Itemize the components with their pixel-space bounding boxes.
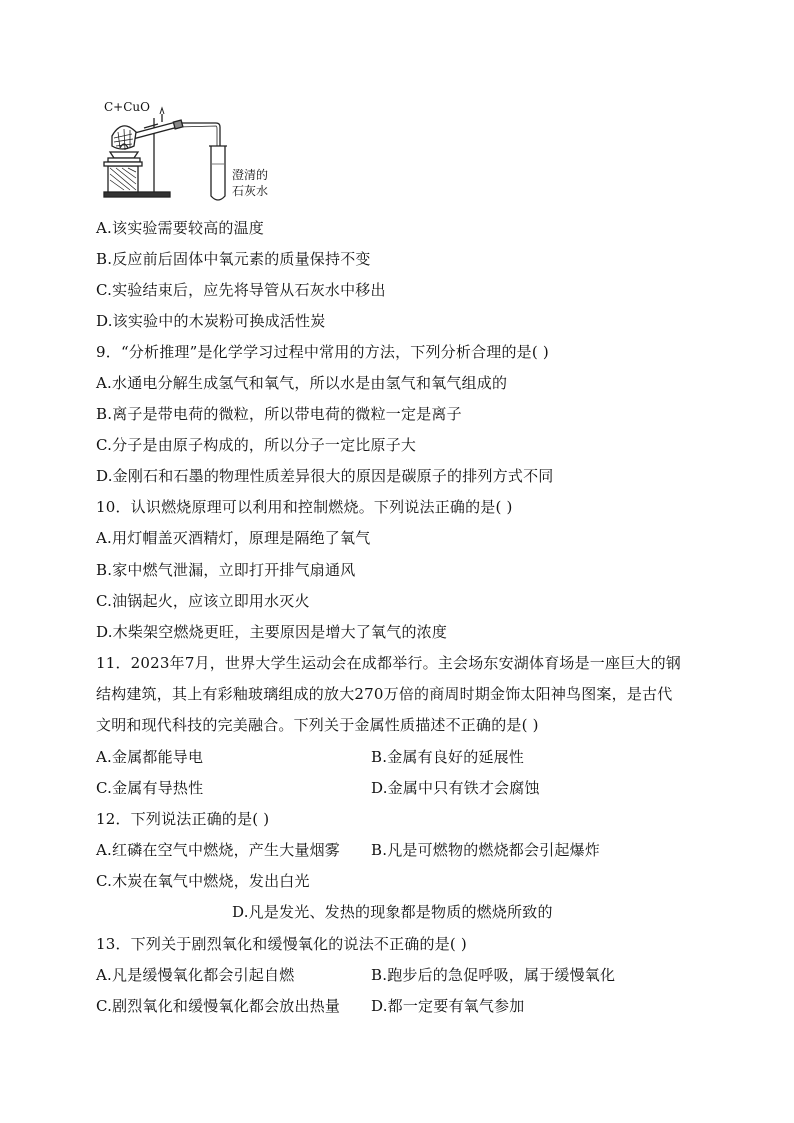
q13-option-c: C.剧烈氧化和缓慢氧化都会放出热量 bbox=[96, 997, 341, 1015]
q9-option-b: B.离子是带电荷的微粒，所以带电荷的微粒一定是离子 bbox=[96, 405, 462, 423]
q11-option-a: A.金属都能导电 bbox=[96, 748, 204, 766]
q8-option-c: C.实验结束后，应先将导管从石灰水中移出 bbox=[96, 281, 386, 299]
q12-option-c: C.木炭在氧气中燃烧，发出白光 bbox=[96, 872, 310, 890]
q11-option-b: B.金属有良好的延展性 bbox=[371, 748, 524, 766]
solution-label-line1: 澄清的 bbox=[232, 168, 269, 182]
q11-option-d: D.金属中只有铁才会腐蚀 bbox=[371, 779, 540, 797]
q9-option-c: C.分子是由原子构成的，所以分子一定比原子大 bbox=[96, 436, 417, 454]
q11-stem-line3: 文明和现代科技的完美融合。下列关于金属性质描述不正确的是( ) bbox=[96, 716, 539, 734]
q13-option-d: D.都一定要有氧气参加 bbox=[371, 997, 525, 1015]
solution-label-line2: 石灰水 bbox=[232, 184, 269, 198]
q8-option-b: B.反应前后固体中氧元素的质量保持不变 bbox=[96, 250, 371, 268]
q13-option-a: A.凡是缓慢氧化都会引起自燃 bbox=[96, 966, 295, 984]
q8-option-a: A.该实验需要较高的温度 bbox=[96, 219, 265, 237]
q12-option-d: D.凡是发光、发热的现象都是物质的燃烧所致的 bbox=[232, 903, 553, 921]
reactant-label: C+CuO bbox=[104, 100, 150, 114]
q12-stem: 12．下列说法正确的是( ) bbox=[96, 810, 270, 828]
q11-option-c: C.金属有导热性 bbox=[96, 779, 204, 797]
experiment-figure bbox=[98, 96, 269, 206]
q12-option-b: B.凡是可燃物的燃烧都会引起爆炸 bbox=[371, 841, 600, 859]
q13-option-b: B.跑步后的急促呼吸，属于缓慢氧化 bbox=[371, 966, 616, 984]
q10-option-b: B.家中燃气泄漏，立即打开排气扇通风 bbox=[96, 561, 356, 579]
q9-stem: 9．“分析推理”是化学学习过程中常用的方法，下列分析合理的是( ) bbox=[96, 343, 549, 361]
q10-stem: 10．认识燃烧原理可以利用和控制燃烧。下列说法正确的是( ) bbox=[96, 498, 513, 516]
q8-option-d: D.该实验中的木炭粉可换成活性炭 bbox=[96, 312, 326, 330]
q9-option-a: A.水通电分解生成氢气和氧气，所以水是由氢气和氧气组成的 bbox=[96, 374, 508, 392]
q11-stem-line2: 结构建筑，其上有彩釉玻璃组成的放大270万倍的商周时期金饰太阳神鸟图案，是古代 bbox=[96, 685, 673, 703]
q10-option-a: A.用灯帽盖灭酒精灯，原理是隔绝了氧气 bbox=[96, 529, 371, 547]
q11-stem-line1: 11．2023年7月，世界大学生运动会在成都举行。主会场东安湖体育场是一座巨大的钢 bbox=[96, 654, 682, 672]
q10-option-d: D.木柴架空燃烧更旺，主要原因是增大了氧气的浓度 bbox=[96, 623, 448, 641]
q12-option-a: A.红磷在空气中燃烧，产生大量烟雾 bbox=[96, 841, 341, 859]
q13-stem: 13．下列关于剧烈氧化和缓慢氧化的说法不正确的是( ) bbox=[96, 935, 467, 953]
q9-option-d: D.金刚石和石墨的物理性质差异很大的原因是碳原子的排列方式不同 bbox=[96, 467, 554, 485]
q10-option-c: C.油锅起火，应该立即用水灭火 bbox=[96, 592, 310, 610]
